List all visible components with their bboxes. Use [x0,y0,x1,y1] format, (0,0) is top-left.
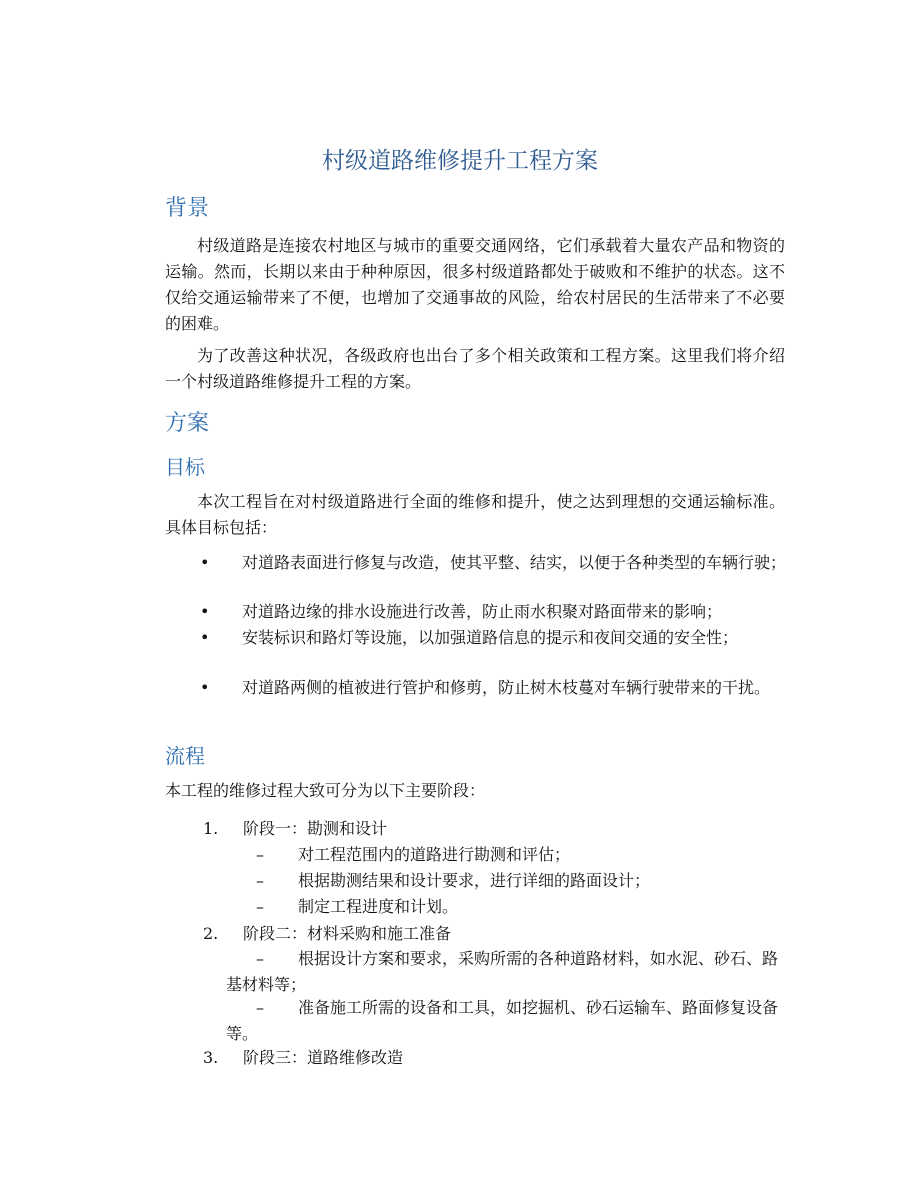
goal-paragraph: 本次工程旨在对村级道路进行全面的维修和提升，使之达到理想的交通运输标准。具体目标包括： [165,492,785,537]
goal-list-item: • 安装标识和路灯等设施，以加强道路信息的提示和夜间交通的安全性； [172,625,786,651]
stage-item: 3. 阶段三：道路维修改造 [203,1048,404,1067]
heading-plan: 方案 [165,411,210,436]
process-paragraph: 本工程的维修过程大致可分为以下主要阶段： [165,781,486,800]
stage-item: 2. 阶段二：材料采购和施工准备 [203,924,452,943]
heading-background: 背景 [165,196,210,221]
stage-subitem: – 制定工程进度和计划。 [226,894,786,920]
dash-icon: – [256,845,264,864]
stage-item: 1. 阶段一：勘测和设计 [203,819,388,838]
background-paragraph-1: 村级道路是连接农村地区与城市的重要交通网络，它们承载着大量农产品和物资的运输。然而，长期以来由于种种原因，很多村级道路都处于破败和不维护的状态。这不仅给交通运输带来了不便，也增加了交通事故的风险，给农村居民的生活带来了不必要的困难。 [165,236,785,333]
goal-list-item: • 对道路表面进行修复与改造，使其平整、结实，以便于各种类型的车辆行驶； [172,550,786,576]
stage-subitem: – 对工程范围内的道路进行勘测和评估； [226,842,786,868]
goal-list-item: • 对道路边缘的排水设施进行改善，防止雨水积聚对路面带来的影响； [172,599,786,625]
bullet-icon: • [200,602,210,621]
bullet-icon: • [200,553,210,572]
heading-process: 流程 [165,744,205,768]
dash-icon: – [256,998,264,1017]
stage-subitem: – 准备施工所需的设备和工具，如挖掘机、砂石运输车、路面修复设备等。 [226,995,786,1047]
document-title: 村级道路维修提升工程方案 [322,148,598,174]
goal-list-item: • 对道路两侧的植被进行管护和修剪，防止树木枝蔓对车辆行驶带来的干扰。 [172,675,786,701]
bullet-icon: • [200,678,210,697]
heading-goal: 目标 [165,455,205,479]
stage-subitem: – 根据勘测结果和设计要求，进行详细的路面设计； [226,868,786,894]
background-paragraph-2: 为了改善这种状况，各级政府也出台了多个相关政策和工程方案。这里我们将介绍一个村级道路维修提升工程的方案。 [165,346,785,391]
dash-icon: – [256,871,264,890]
bullet-icon: • [200,628,210,647]
dash-icon: – [256,897,264,916]
dash-icon: – [256,949,264,968]
stage-subitem: – 根据设计方案和要求，采购所需的各种道路材料，如水泥、砂石、路基材料等； [226,946,786,998]
